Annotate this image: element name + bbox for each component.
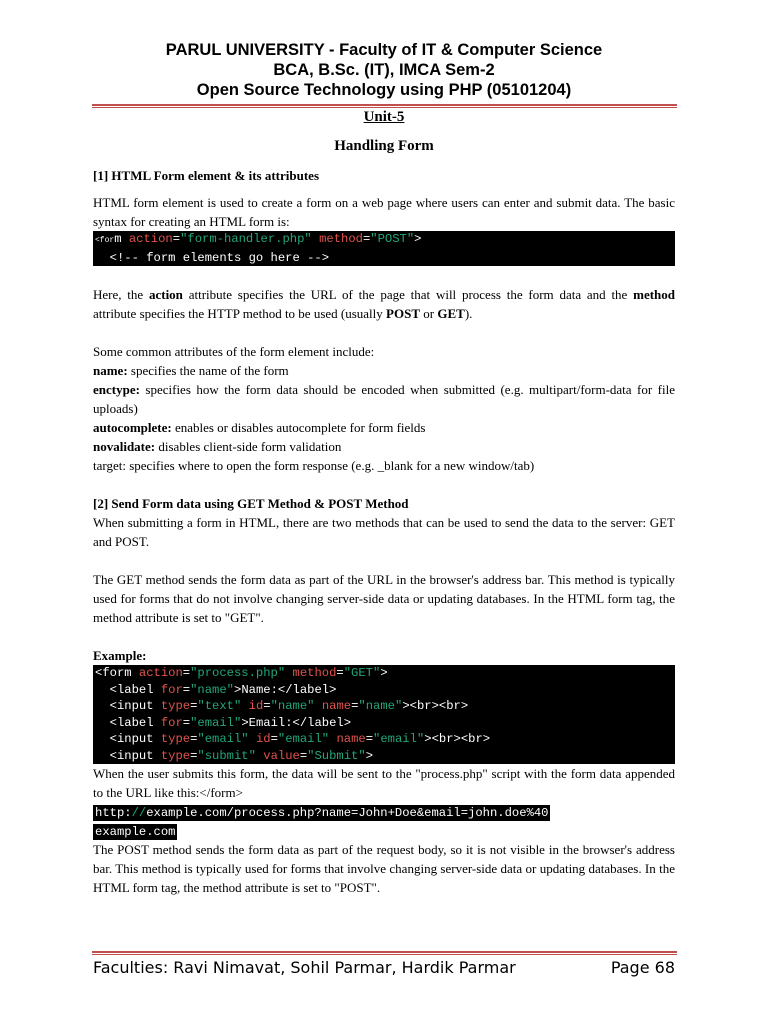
code-token: >Name:</label> xyxy=(234,682,337,697)
code-token: type xyxy=(160,732,191,746)
attribute-name: novalidate: xyxy=(93,439,156,454)
target-attribute-line: target: specifies where to open the form response (e.g. _blank for a new window/tab) xyxy=(93,458,535,473)
code-token: method xyxy=(292,666,337,680)
url-line-1 xyxy=(93,805,550,821)
header-course: BCA, B.Sc. (IT), IMCA Sem-2 xyxy=(273,61,495,79)
code-token: <label xyxy=(95,715,161,730)
code-token: type xyxy=(160,748,191,763)
text-run: attribute specifies the URL of the page that will process the form data and the xyxy=(182,287,634,302)
code-token: > xyxy=(365,748,374,763)
get-example-code-block xyxy=(93,665,675,764)
code-token: "POST" xyxy=(370,232,415,246)
code-token: = xyxy=(351,699,359,713)
code-token: "form-handler.php" xyxy=(180,232,312,246)
code-token: <input xyxy=(95,699,161,713)
code-token xyxy=(315,699,322,713)
code-token: "GET" xyxy=(343,666,381,680)
attribute-item xyxy=(93,437,675,456)
code-token: "Submit" xyxy=(307,748,366,763)
code-line xyxy=(95,698,673,715)
attribute-desc: enables or disables autocomplete for form fields xyxy=(171,420,426,435)
example-url xyxy=(93,802,675,840)
form-syntax-code-block xyxy=(93,231,675,266)
code-token: = xyxy=(182,666,191,680)
submit-explanation: When the user submits this form, the data will be sent to the "process.php" script with the form data appended to the URL like this:</form> xyxy=(93,766,675,800)
code-token: ><br><br> xyxy=(402,699,469,713)
code-line xyxy=(95,231,673,250)
example-label: Example: xyxy=(93,648,147,663)
page-content xyxy=(93,166,675,897)
code-line xyxy=(95,715,673,732)
header-university: PARUL UNIVERSITY - Faculty of IT & Computer Science xyxy=(165,41,603,59)
code-token: "submit" xyxy=(197,748,256,763)
page-footer xyxy=(93,958,675,977)
code-line: <!-- form elements go here --> xyxy=(95,250,330,265)
code-token: >Email:</label> xyxy=(241,715,352,730)
attribute-item xyxy=(93,361,675,380)
code-token: "name" xyxy=(190,682,234,697)
text-run: POST xyxy=(386,306,421,321)
code-line xyxy=(95,748,673,765)
code-token: "email" xyxy=(197,732,249,746)
code-token: id xyxy=(248,699,264,713)
text-run: attribute specifies the HTTP method to be used (usually xyxy=(93,306,387,321)
url-part: http: xyxy=(95,806,132,820)
code-token: > xyxy=(414,232,422,246)
code-token: = xyxy=(263,699,271,713)
attribute-item xyxy=(93,380,675,418)
code-token: for xyxy=(160,682,183,697)
section-1-heading: [1] HTML Form element & its attributes xyxy=(93,168,320,183)
faculties-names: Ravi Nimavat, Sohil Parmar, Hardik Parmar xyxy=(168,958,516,977)
code-token: = xyxy=(365,732,374,746)
attribute-desc: specifies how the form data should be encoded when submitted (e.g. multipart/form-data for file uploads) xyxy=(93,382,675,416)
section-2-heading: [2] Send Form data using GET Method & POST Method xyxy=(93,496,409,511)
faculties-line xyxy=(93,958,516,977)
code-token xyxy=(249,732,256,746)
code-token: <for xyxy=(95,236,115,245)
code-token: "name" xyxy=(270,699,315,713)
code-line xyxy=(95,682,673,699)
code-token: = xyxy=(190,732,198,746)
code-token: = xyxy=(182,682,191,697)
attribute-name: autocomplete: xyxy=(93,420,172,435)
code-token: action xyxy=(128,232,173,246)
text-run: or xyxy=(420,306,438,321)
code-token: "email" xyxy=(373,732,425,746)
code-token: > xyxy=(380,666,388,680)
get-method-paragraph: The GET method sends the form data as part of the URL in the browser's address bar. This method is typically used for forms that do not involve changing server-side data or updating databases. In the HTML form tag, the method attribute is set to "GET". xyxy=(93,572,675,625)
code-token xyxy=(241,699,248,713)
url-line-2: example.com xyxy=(95,825,176,839)
code-token: = xyxy=(299,748,308,763)
code-token: "email" xyxy=(190,715,242,730)
code-line xyxy=(95,665,673,682)
text-run: action xyxy=(148,287,183,302)
code-token: action xyxy=(138,666,183,680)
code-token: = xyxy=(190,699,198,713)
attribute-item xyxy=(93,418,675,437)
code-token: name xyxy=(321,699,352,713)
text-run: GET xyxy=(437,306,465,321)
code-token: name xyxy=(336,732,366,746)
code-token: "email" xyxy=(277,732,330,746)
code-token xyxy=(285,666,292,680)
code-token: ><br><br> xyxy=(424,732,491,746)
footer-rule xyxy=(92,951,677,955)
attribute-desc: specifies the name of the form xyxy=(127,363,289,378)
code-token: method xyxy=(319,232,363,246)
attribute-desc: disables client-side form validation xyxy=(155,439,342,454)
url-part: example.com/process.php?name=John+Doe&email=john.doe%40 xyxy=(146,806,549,820)
code-token: type xyxy=(160,699,191,713)
code-line xyxy=(95,731,673,748)
text-run: ). xyxy=(464,306,473,321)
attribute-name: enctype: xyxy=(93,382,140,397)
section-1-intro: HTML form element is used to create a form on a web page where users can enter and submit data. The basic syntax for creating an HTML form is: xyxy=(93,195,675,229)
code-token: <form xyxy=(95,666,139,680)
section-title: Handling Form xyxy=(334,138,434,154)
code-token: = xyxy=(270,732,278,746)
code-token: = xyxy=(182,715,191,730)
code-token: for xyxy=(160,715,183,730)
code-token: = xyxy=(362,232,371,246)
code-token: "text" xyxy=(197,699,242,713)
code-token: id xyxy=(255,732,271,746)
attribute-name: name: xyxy=(93,363,128,378)
url-part: // xyxy=(131,806,147,820)
unit-title: Unit-5 xyxy=(363,109,405,125)
header-rule xyxy=(92,104,677,108)
code-token: "process.php" xyxy=(190,666,286,680)
code-token: "name" xyxy=(358,699,403,713)
code-token: <input xyxy=(95,732,161,746)
action-method-paragraph xyxy=(93,285,675,323)
page-number: Page 68 xyxy=(610,958,675,977)
text-run: Here, the xyxy=(93,287,149,302)
code-token: <input xyxy=(95,748,161,763)
section-2-intro: When submitting a form in HTML, there are two methods that can be used to send the data to the server: GET and POST. xyxy=(93,515,675,549)
attributes-intro: Some common attributes of the form element include: xyxy=(93,344,375,359)
post-method-paragraph: The POST method sends the form data as part of the request body, so it is not visible in the browser's address bar. This method is typically used for forms that involve changing server-side data or updating databases. In the HTML form tag, the method attribute is set to "POST". xyxy=(93,842,675,895)
page-header xyxy=(0,40,768,100)
code-token: = xyxy=(172,232,181,246)
code-token: = xyxy=(336,666,344,680)
header-subject: Open Source Technology using PHP (05101204) xyxy=(196,81,572,99)
code-token: value xyxy=(263,748,300,763)
faculties-label: Faculties: xyxy=(93,958,169,977)
text-run: method xyxy=(633,287,676,302)
code-token: m xyxy=(114,232,122,246)
code-token: <label xyxy=(95,682,161,697)
code-token: = xyxy=(190,748,198,763)
